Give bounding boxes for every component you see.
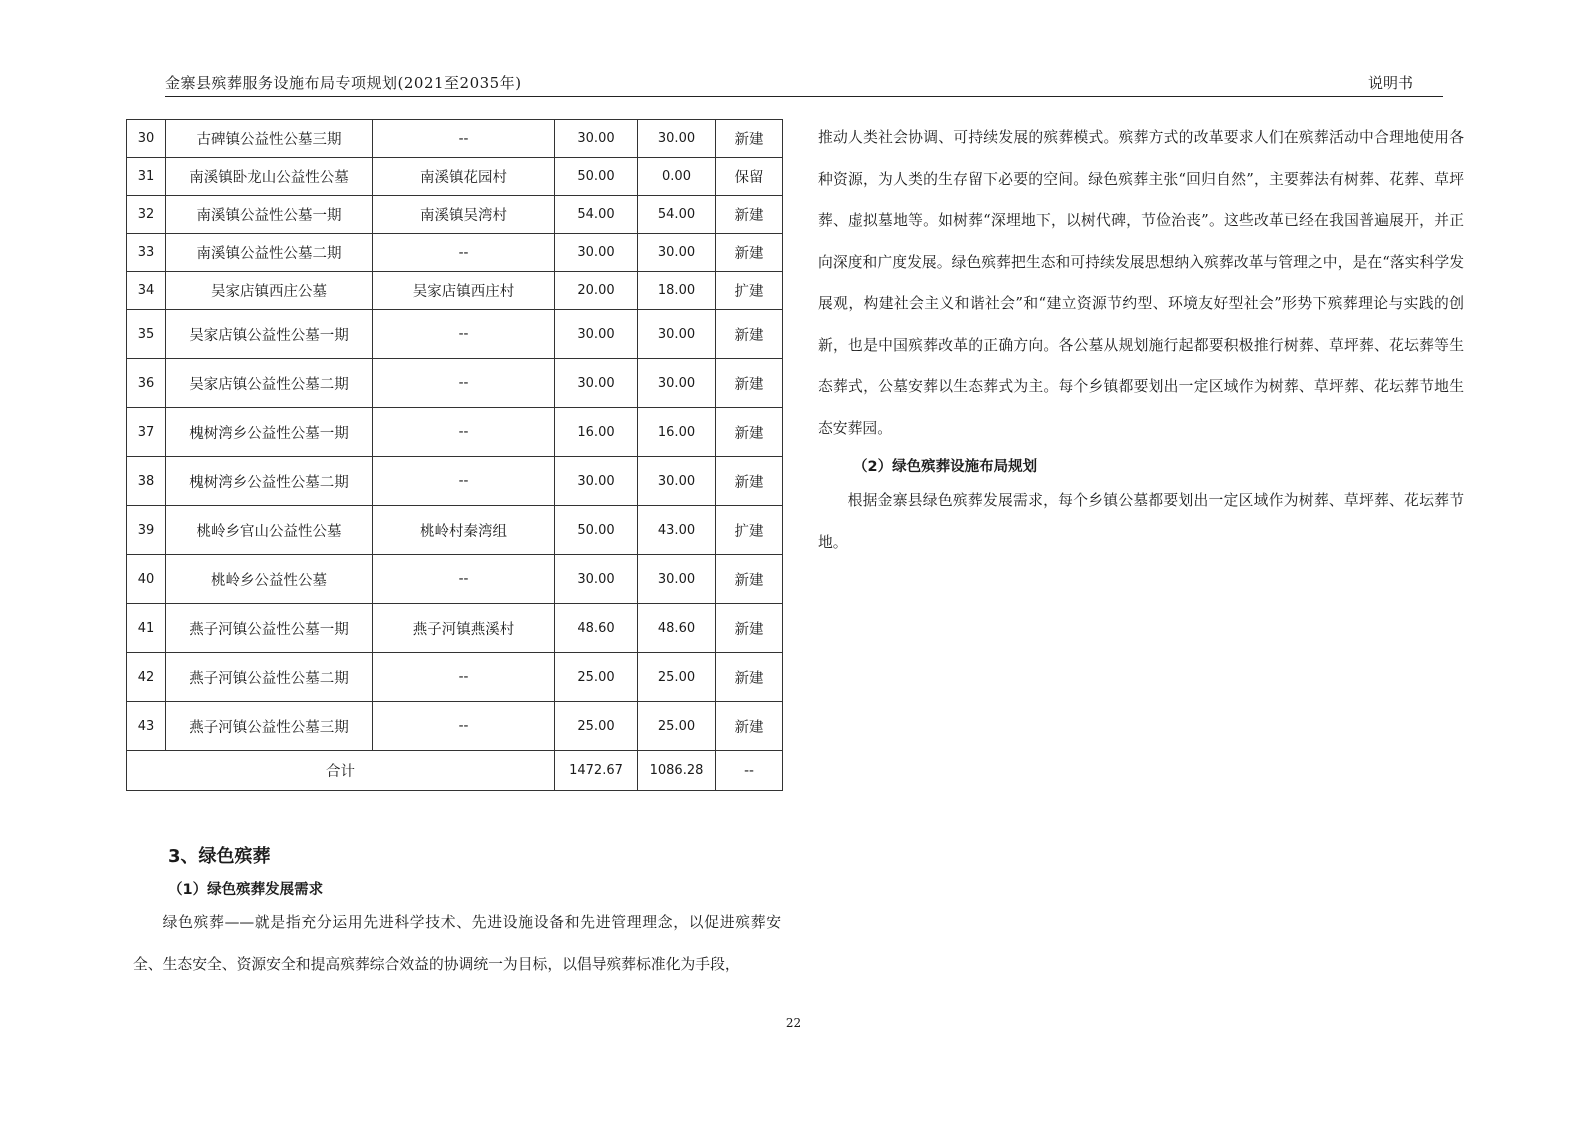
table-row [127, 506, 783, 555]
row-location: -- [373, 359, 555, 408]
row-number: 36 [127, 359, 166, 408]
row-construction-type: 新建 [716, 457, 783, 506]
table-row [127, 310, 783, 359]
row-location: -- [373, 408, 555, 457]
total-type: -- [716, 751, 783, 791]
row-area: 48.60 [555, 604, 638, 653]
row-cemetery-name: 南溪镇卧龙山公益性公墓 [166, 158, 373, 196]
row-planned-area: 25.00 [638, 653, 716, 702]
page-number: 22 [785, 1016, 802, 1030]
row-number: 35 [127, 310, 166, 359]
row-cemetery-name: 燕子河镇公益性公墓一期 [166, 604, 373, 653]
table-row [127, 457, 783, 506]
row-area: 25.00 [555, 653, 638, 702]
row-number: 39 [127, 506, 166, 555]
row-cemetery-name: 燕子河镇公益性公墓二期 [166, 653, 373, 702]
table-row [127, 702, 783, 751]
row-area: 20.00 [555, 272, 638, 310]
row-cemetery-name: 吴家店镇西庄公墓 [166, 272, 373, 310]
row-location: -- [373, 234, 555, 272]
row-cemetery-name: 南溪镇公益性公墓一期 [166, 196, 373, 234]
row-area: 30.00 [555, 359, 638, 408]
row-construction-type: 新建 [716, 604, 783, 653]
row-planned-area: 30.00 [638, 234, 716, 272]
row-planned-area: 43.00 [638, 506, 716, 555]
row-planned-area: 30.00 [638, 310, 716, 359]
row-construction-type: 扩建 [716, 506, 783, 555]
row-planned-area: 30.00 [638, 457, 716, 506]
cemetery-table-body [127, 120, 783, 751]
table-row [127, 359, 783, 408]
table-row [127, 555, 783, 604]
row-area: 30.00 [555, 555, 638, 604]
row-location: -- [373, 555, 555, 604]
row-cemetery-name: 槐树湾乡公益性公墓一期 [166, 408, 373, 457]
table-row [127, 653, 783, 702]
row-area: 54.00 [555, 196, 638, 234]
row-cemetery-name: 古碑镇公益性公墓三期 [166, 120, 373, 158]
total-area: 1472.67 [555, 751, 638, 791]
row-planned-area: 48.60 [638, 604, 716, 653]
row-construction-type: 新建 [716, 196, 783, 234]
table-row [127, 408, 783, 457]
section-heading: 3、绿色殡葬 [168, 846, 271, 867]
row-location: -- [373, 120, 555, 158]
row-number: 42 [127, 653, 166, 702]
table-row [127, 272, 783, 310]
row-area: 25.00 [555, 702, 638, 751]
row-cemetery-name: 燕子河镇公益性公墓三期 [166, 702, 373, 751]
row-cemetery-name: 槐树湾乡公益性公墓二期 [166, 457, 373, 506]
total-label: 合计 [127, 751, 555, 791]
row-location: -- [373, 457, 555, 506]
row-construction-type: 保留 [716, 158, 783, 196]
header-document-type: 说明书 [1367, 74, 1413, 92]
row-number: 38 [127, 457, 166, 506]
table-row [127, 120, 783, 158]
row-number: 33 [127, 234, 166, 272]
row-construction-type: 新建 [716, 702, 783, 751]
row-planned-area: 30.00 [638, 359, 716, 408]
table-total-row [127, 751, 783, 791]
subsection-heading-1: （1）绿色殡葬发展需求 [168, 882, 324, 898]
paragraph-layout-plan: 根据金寨县绿色殡葬发展需求，每个乡镇公墓都要划出一定区域作为树葬、草坪葬、花坛葬节地。 [818, 492, 1464, 551]
header-title: 金寨县殡葬服务设施布局专项规划(2021至2035年) [165, 74, 522, 92]
row-location: 桃岭村秦湾组 [373, 506, 555, 555]
row-location: 南溪镇花园村 [373, 158, 555, 196]
row-number: 43 [127, 702, 166, 751]
row-location: 燕子河镇燕溪村 [373, 604, 555, 653]
row-location: -- [373, 653, 555, 702]
table-row [127, 604, 783, 653]
row-planned-area: 0.00 [638, 158, 716, 196]
page-header [165, 72, 1443, 97]
row-location: -- [373, 702, 555, 751]
row-number: 41 [127, 604, 166, 653]
row-area: 16.00 [555, 408, 638, 457]
row-area: 50.00 [555, 158, 638, 196]
row-area: 30.00 [555, 457, 638, 506]
row-cemetery-name: 桃岭乡官山公益性公墓 [166, 506, 373, 555]
row-location: -- [373, 310, 555, 359]
row-construction-type: 新建 [716, 120, 783, 158]
total-plan: 1086.28 [638, 751, 716, 791]
cemetery-table [126, 119, 783, 791]
row-construction-type: 新建 [716, 408, 783, 457]
row-number: 32 [127, 196, 166, 234]
row-number: 37 [127, 408, 166, 457]
row-planned-area: 30.00 [638, 120, 716, 158]
table-row [127, 158, 783, 196]
row-construction-type: 新建 [716, 234, 783, 272]
row-area: 50.00 [555, 506, 638, 555]
row-area: 30.00 [555, 120, 638, 158]
row-cemetery-name: 吴家店镇公益性公墓一期 [166, 310, 373, 359]
row-planned-area: 16.00 [638, 408, 716, 457]
row-planned-area: 18.00 [638, 272, 716, 310]
row-construction-type: 扩建 [716, 272, 783, 310]
paragraph-green-funeral-continued: 推动人类社会协调、可持续发展的殡葬模式。殡葬方式的改革要求人们在殡葬活动中合理地使用各种资源，为人类的生存留下必要的空间。绿色殡葬主张“回归自然”，主要葬法有树葬、花葬、草坪葬、虚拟墓地等。如树葬“深埋地下，以树代碑，节俭治丧”。这些改革已经在我国普遍展开，并正向深度和广度发展。绿色殡葬把生态和可持续发展思想纳入殡葬改革与管理之中，是在“落实科学发展观，构建社会主义和谐社会”和“建立资源节约型、环境友好型社会”形势下殡葬理论与实践的创新，也是中国殡葬改革的正确方向。各公墓从规划施行起都要积极推行树葬、草坪葬、花坛葬等生态葬式，公墓安葬以生态葬式为主。每个乡镇都要划出一定区域作为树葬、草坪葬、花坛葬节地生态安葬园。 [818, 129, 1464, 437]
row-area: 30.00 [555, 310, 638, 359]
left-column-text [133, 878, 781, 985]
row-number: 34 [127, 272, 166, 310]
row-location: 南溪镇吴湾村 [373, 196, 555, 234]
table-row [127, 196, 783, 234]
row-construction-type: 新建 [716, 310, 783, 359]
row-cemetery-name: 桃岭乡公益性公墓 [166, 555, 373, 604]
row-construction-type: 新建 [716, 359, 783, 408]
row-construction-type: 新建 [716, 555, 783, 604]
row-number: 30 [127, 120, 166, 158]
table-row [127, 234, 783, 272]
paragraph-green-funeral-intro: 绿色殡葬——就是指充分运用先进科学技术、先进设施设备和先进管理理念，以促进殡葬安全、生态安全、资源安全和提高殡葬综合效益的协调统一为目标，以倡导殡葬标准化为手段， [133, 914, 781, 973]
subsection-heading-2: （2）绿色殡葬设施布局规划 [853, 459, 1038, 475]
row-planned-area: 30.00 [638, 555, 716, 604]
row-planned-area: 25.00 [638, 702, 716, 751]
row-planned-area: 54.00 [638, 196, 716, 234]
row-area: 30.00 [555, 234, 638, 272]
right-column-text [818, 117, 1464, 563]
row-location: 吴家店镇西庄村 [373, 272, 555, 310]
row-construction-type: 新建 [716, 653, 783, 702]
row-cemetery-name: 南溪镇公益性公墓二期 [166, 234, 373, 272]
row-number: 40 [127, 555, 166, 604]
row-number: 31 [127, 158, 166, 196]
row-cemetery-name: 吴家店镇公益性公墓二期 [166, 359, 373, 408]
